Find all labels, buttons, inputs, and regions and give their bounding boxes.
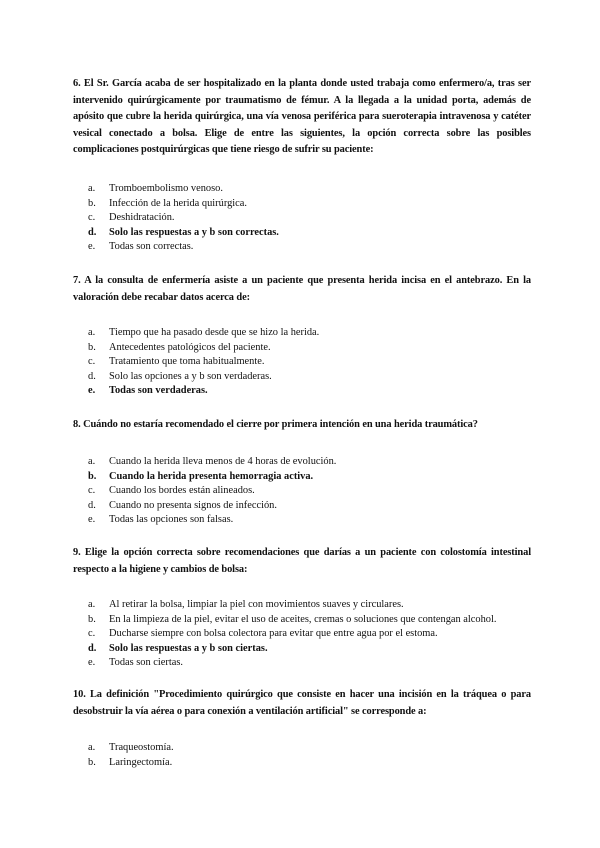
option-letter: a. — [88, 183, 96, 194]
option-text: Todas son verdaderas. — [109, 385, 208, 397]
option-8c — [88, 484, 336, 499]
option-letter: b. — [88, 197, 96, 209]
option-letter: b. — [88, 756, 96, 768]
option-6a — [88, 182, 279, 197]
option-8a — [88, 455, 336, 470]
option-text: Infección de la herida quirúrgica. — [109, 197, 247, 209]
option-7d — [88, 370, 319, 385]
option-text: Deshidratación. — [109, 212, 175, 224]
option-text: Antecedentes patológicos del paciente. — [109, 341, 271, 353]
option-letter: b. — [88, 613, 96, 625]
option-text: Solo las respuestas a y b son correctas. — [109, 226, 279, 238]
option-letter: d. — [88, 226, 97, 238]
question-7-text: 7. A la consulta de enfermería asiste a un paciente que presenta herida incisa en el antebrazo. En la valoración debe recabar datos acerca de: — [73, 275, 531, 303]
option-8b — [88, 470, 336, 485]
option-letter: d. — [88, 642, 97, 654]
question-6-text: 6. El Sr. García acaba de ser hospitalizado en la planta donde usted trabaja como enfermero/a, tras ser intervenido quirúrgicamente por traumatismo de fémur. A la llegada a la unidad porta, además de apósito que cubre la herida quirúrgica, una vía venosa periférica para sueroterapia intravenosa y catéter vesical conectado a bolsa. Elige de entre las siguientes, la opción correcta sobre las posibles complicaciones postquirúrgicas que tiene riesgo de sufrir su paciente: — [73, 78, 531, 155]
option-text: En la limpieza de la piel, evitar el uso de aceites, cremas o soluciones que contengan alcohol. — [109, 613, 497, 625]
option-text: Tromboembolismo venoso. — [109, 183, 223, 194]
option-8e — [88, 513, 336, 528]
option-text: Traqueostomía. — [109, 742, 174, 753]
option-text: Solo las respuestas a y b son ciertas. — [109, 642, 268, 654]
option-text: Todas las opciones son falsas. — [109, 514, 234, 526]
option-text: Tiempo que ha pasado desde que se hizo la herida. — [109, 327, 320, 338]
option-letter: b. — [88, 341, 96, 353]
option-letter: e. — [88, 385, 96, 397]
question-10-options — [88, 741, 174, 770]
option-text: Cuando la herida presenta hemorragia activa. — [109, 470, 314, 482]
option-9d — [88, 642, 496, 657]
option-letter: c. — [88, 628, 96, 640]
question-8-text: 8. Cuándo no estaría recomendado el cierre por primera intención en una herida traumática? — [73, 419, 478, 430]
option-letter: e. — [88, 657, 96, 669]
option-10b — [88, 756, 174, 771]
question-6-options — [88, 182, 279, 255]
option-text: Al retirar la bolsa, limpiar la piel con movimientos suaves y circulares. — [109, 599, 404, 610]
option-letter: d. — [88, 370, 96, 382]
option-text: Cuando la herida lleva menos de 4 horas de evolución. — [109, 456, 337, 467]
option-letter: a. — [88, 327, 96, 338]
option-letter: e. — [88, 514, 96, 526]
option-6e — [88, 240, 279, 255]
option-7b — [88, 341, 319, 356]
option-letter: a. — [88, 456, 96, 467]
option-text: Cuando no presenta signos de infección. — [109, 499, 277, 511]
option-9e — [88, 656, 496, 671]
option-letter: e. — [88, 241, 96, 253]
option-letter: c. — [88, 356, 96, 368]
option-6c — [88, 211, 279, 226]
option-text: Cuando los bordes están alineados. — [109, 485, 255, 497]
option-7c — [88, 355, 319, 370]
option-6d — [88, 226, 279, 241]
option-7e — [88, 384, 319, 399]
option-letter: b. — [88, 470, 97, 482]
question-7-options — [88, 326, 319, 399]
option-letter: d. — [88, 499, 96, 511]
option-text: Laringectomía. — [109, 756, 173, 768]
option-8d — [88, 499, 336, 514]
option-9b — [88, 613, 496, 628]
option-letter: a. — [88, 599, 96, 610]
option-text: Tratamiento que toma habitualmente. — [109, 356, 265, 368]
option-text: Todas son correctas. — [109, 241, 194, 253]
option-7a — [88, 326, 319, 341]
question-10-text: 10. La definición "Procedimiento quirúrgico que consiste en hacer una incisión en la tráquea o para desobstruir la vía aérea o para conexión a ventilación artificial" se corresponde a: — [73, 689, 531, 717]
option-letter: a. — [88, 742, 96, 753]
option-6b — [88, 197, 279, 212]
option-text: Todas son ciertas. — [109, 657, 184, 669]
question-8-options — [88, 455, 336, 528]
option-text: Ducharse siempre con bolsa colectora para evitar que entre agua por el estoma. — [109, 628, 438, 640]
option-9a — [88, 598, 496, 613]
option-letter: c. — [88, 485, 96, 497]
option-9c — [88, 627, 496, 642]
option-letter: c. — [88, 212, 96, 224]
option-10a — [88, 741, 174, 756]
question-9-options — [88, 598, 496, 671]
question-9-text: 9. Elige la opción correcta sobre recomendaciones que darías a un paciente con colostomía intestinal respecto a la higiene y cambios de bolsa: — [73, 547, 531, 575]
option-text: Solo las opciones a y b son verdaderas. — [109, 370, 272, 382]
